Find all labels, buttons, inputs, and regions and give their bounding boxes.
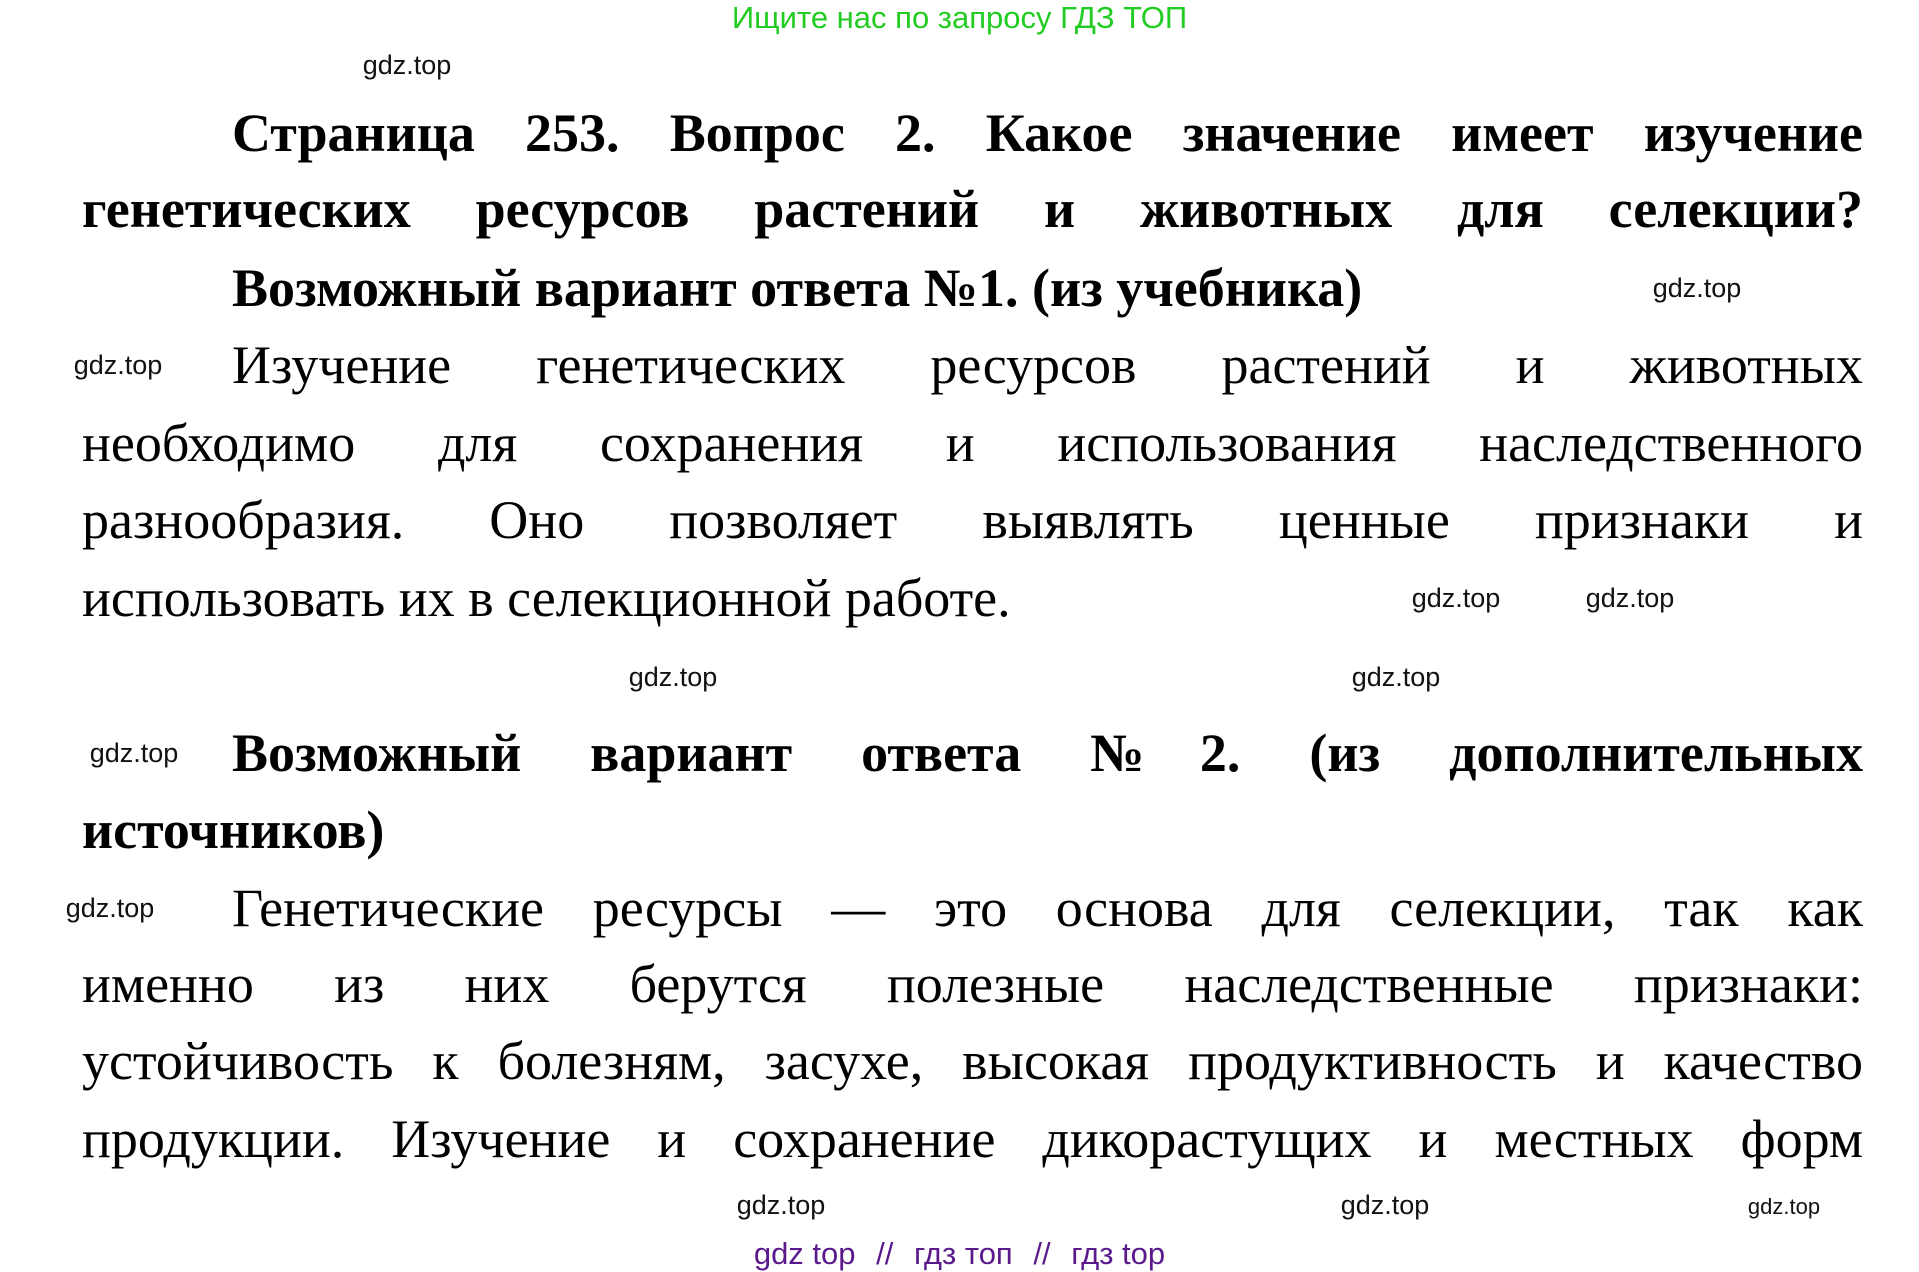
answer2-line: именно из них берутся полезные наследственные признаки: xyxy=(82,954,1863,1014)
footer-separator: // xyxy=(876,1236,894,1271)
footer-link[interactable]: gdz top xyxy=(753,1236,856,1271)
footer-links xyxy=(0,1236,1919,1272)
watermark: gdz.top xyxy=(65,893,155,923)
question-line-1: Страница 253. Вопрос 2. Какое значение имеет изучение xyxy=(232,103,1863,163)
watermark: gdz.top xyxy=(1351,662,1441,692)
watermark: gdz.top xyxy=(1585,583,1675,613)
answer2-line: продукции. Изучение и сохранение дикорастущих и местных форм xyxy=(82,1109,1863,1169)
answer2-line: Генетические ресурсы — это основа для селекции, так как xyxy=(232,878,1863,938)
search-banner: Ищите нас по запросу ГДЗ ТОП xyxy=(731,0,1188,35)
watermark: gdz.top xyxy=(1411,583,1501,613)
footer-link[interactable]: гдз топ xyxy=(914,1236,1013,1271)
answer1-line: необходимо для сохранения и использования наследственного xyxy=(82,413,1863,473)
answer1-line: использовать их в селекционной работе. xyxy=(82,568,1011,628)
watermark: gdz.top xyxy=(628,662,718,692)
question-line-2: генетических ресурсов растений и животных для селекции? xyxy=(82,179,1863,239)
answer1-heading: Возможный вариант ответа №1. (из учебника) xyxy=(232,258,1363,318)
watermark: gdz.top xyxy=(1747,1194,1821,1219)
watermark: gdz.top xyxy=(1652,273,1742,303)
watermark: gdz.top xyxy=(1340,1190,1430,1220)
watermark: gdz.top xyxy=(89,738,179,768)
answer2-line: устойчивость к болезням, засухе, высокая продуктивность и качество xyxy=(82,1031,1863,1091)
footer-link[interactable]: гдз top xyxy=(1071,1236,1166,1271)
answer2-heading-line-2: источников) xyxy=(82,800,385,860)
footer-separator: // xyxy=(1033,1236,1051,1271)
watermark: gdz.top xyxy=(73,350,163,380)
answer1-line: Изучение генетических ресурсов растений и животных xyxy=(232,335,1863,395)
answer1-line: разнообразия. Оно позволяет выявлять ценные признаки и xyxy=(82,490,1863,550)
watermark: gdz.top xyxy=(736,1190,826,1220)
watermark: gdz.top xyxy=(362,50,452,80)
answer2-heading-line-1: Возможный вариант ответа №2. (из дополнительных xyxy=(232,723,1863,783)
